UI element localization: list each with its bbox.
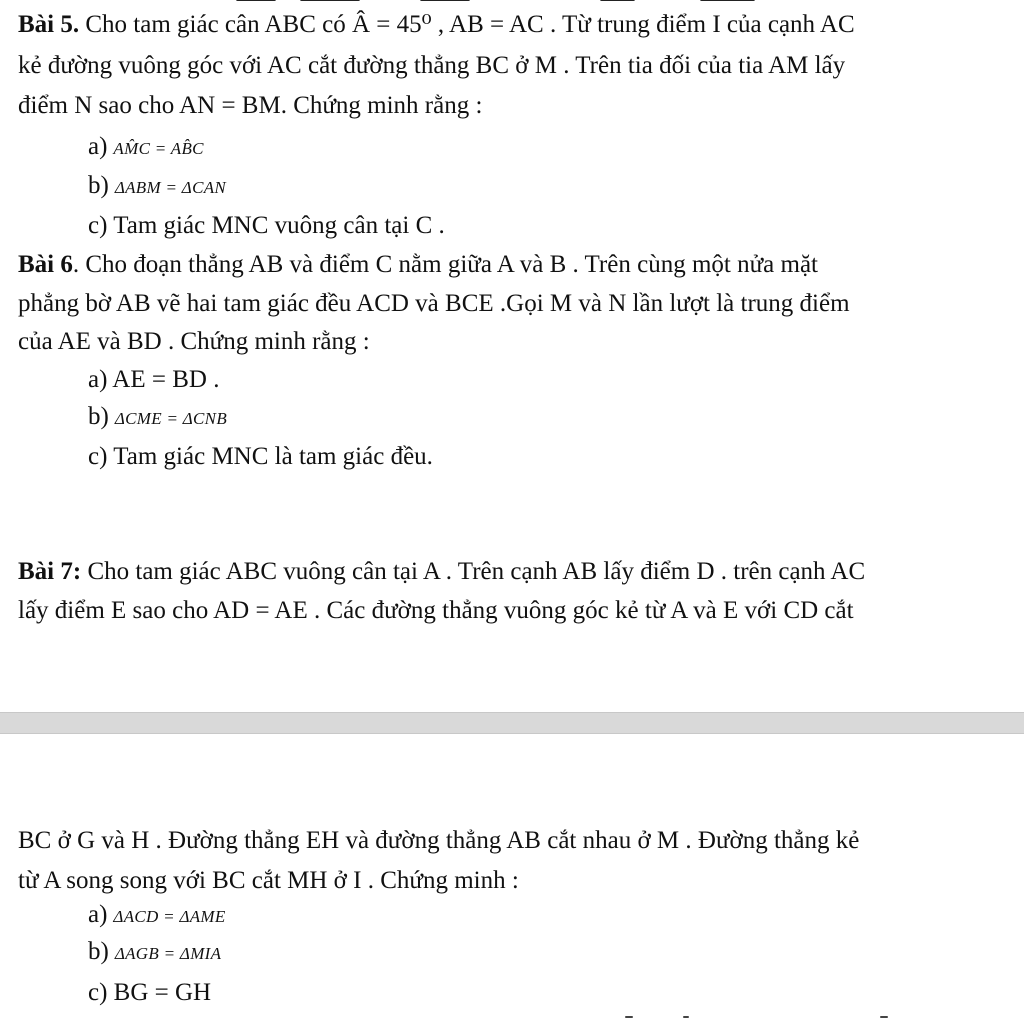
item-math: ΔACD = ΔAME [113,907,226,926]
bai5-text-1: Cho tam giác cân ABC có Â = 45⁰ , AB = AC . Từ trung điểm I của cạnh AC [85,11,855,38]
bai6-text-1: . Cho đoạn thẳng AB và điểm C nằm giữa A và B . Trên cùng một nửa mặt [72,251,818,278]
bai5-title: Bài 5. [18,11,80,38]
bai6-title: Bài 6 [18,251,73,278]
bai7-line-1 [18,557,865,587]
bai5-item-b [88,171,226,203]
item-label: c) [88,443,108,470]
bai7-line-4: từ A song song với BC cắt MH ở I . Chứng minh : [18,867,519,894]
bai6-item-c [88,442,433,472]
item-label: a) [88,901,108,928]
item-text: BG = GH [113,979,212,1006]
item-label: c) [88,212,108,239]
bai5-item-a [88,132,204,164]
bai5-line-3: điểm N sao cho AN = BM. Chứng minh rằng : [18,92,483,119]
item-math: AM̂C = AB̂C [113,139,204,158]
bai7-item-a [88,900,226,932]
item-math: ΔAGB = ΔMIA [114,944,222,963]
bai6-line-2: phẳng bờ AB vẽ hai tam giác đều ACD và BCE .Gọi M và N lần lượt là trung điểm [18,290,850,317]
bai6-line-1 [18,250,818,280]
item-text: Tam giác MNC vuông cân tại C . [113,212,445,239]
item-math: ΔABM = ΔCAN [114,178,227,197]
document-page-bottom [0,734,1024,1021]
bai5-line-1 [18,10,855,40]
item-label: b) [88,938,109,965]
bai6-line-3: của AE và BD . Chứng minh rằng : [18,328,370,355]
item-math: ΔCME = ΔCNB [114,409,228,428]
bai6-item-b [88,402,227,434]
bai5-line-2: kẻ đường vuông góc với AC cắt đường thẳng BC ở M . Trên tia đối của tia AM lấy [18,52,846,79]
bai7-title: Bài 7: [18,558,82,585]
item-label: a) [88,133,108,160]
bai7-item-c [88,978,211,1008]
bai7-line-3: BC ở G và H . Đường thẳng EH và đường thẳng AB cắt nhau ở M . Đường thẳng kẻ [18,827,860,854]
item-text: AE = BD . [112,366,220,393]
bai5-item-c [88,211,445,241]
page-break-separator [0,712,1024,734]
bai7-text-1: Cho tam giác ABC vuông cân tại A . Trên cạnh AB lấy điểm D . trên cạnh AC [87,558,866,585]
cut-off-text-line [0,1014,1024,1021]
bai7-item-b [88,937,221,969]
item-label: b) [88,403,109,430]
cut-off-text-line [0,0,1024,4]
item-label: a) [88,366,108,393]
bai6-item-a [88,365,219,395]
bai7-line-2: lấy điểm E sao cho AD = AE . Các đường thẳng vuông góc kẻ từ A và E với CD cắt [18,597,854,624]
item-text: Tam giác MNC là tam giác đều. [113,443,433,470]
item-label: b) [88,172,109,199]
item-label: c) [88,979,108,1006]
